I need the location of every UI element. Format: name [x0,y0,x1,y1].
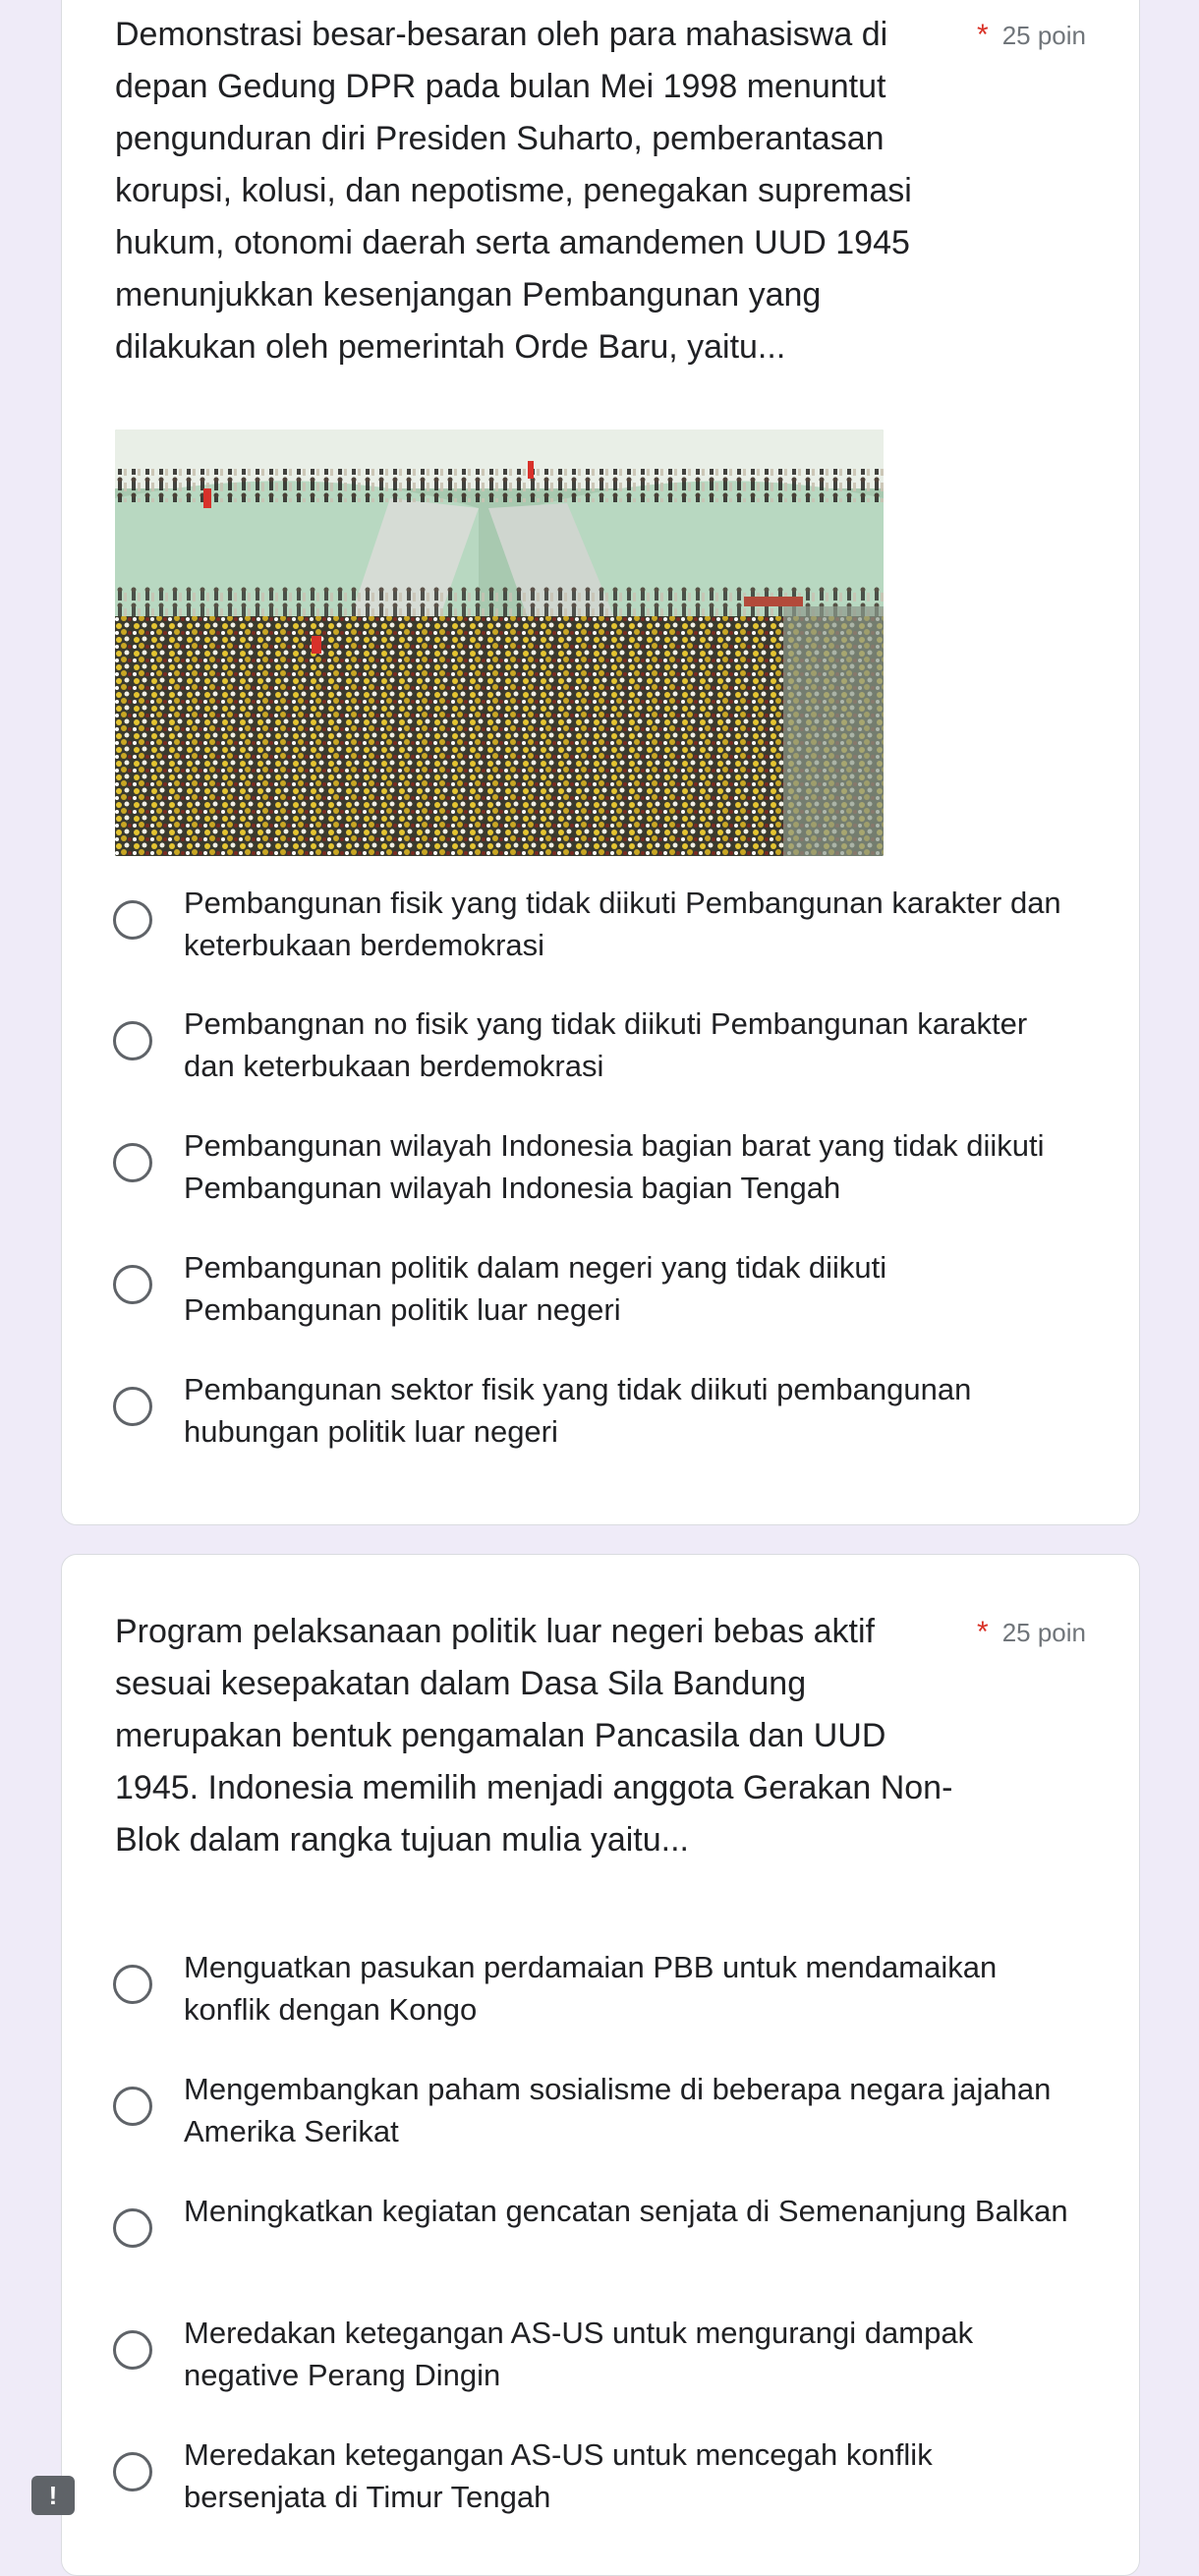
points-label [977,19,1086,52]
points-value: 25 poin [1001,1618,1086,1647]
option-3[interactable] [113,2190,1106,2248]
option-1[interactable] [113,882,1106,966]
option-4[interactable] [113,1246,1106,1331]
radio-button[interactable] [113,1143,152,1182]
option-2[interactable] [113,2068,1106,2152]
radio-button[interactable] [113,2087,152,2126]
option-label: Pembangunan wilayah Indonesia bagian barat yang tidak diikuti Pembangunan wilayah Indonesia bagian Tengah [184,1128,1045,1205]
option-3[interactable] [113,1124,1106,1209]
option-label: Pembangunan sektor fisik yang tidak diikuti pembangunan hubungan politik luar negeri [184,1372,972,1449]
option-5[interactable] [113,2433,1106,2518]
question-image [115,429,884,856]
question-text: Program pelaksanaan politik luar negeri bebas aktif sesuai kesepakatan dalam Dasa Sila Bandung merupakan bentuk pengamalan Pancasila dan UUD 1945. Indonesia memilih menjadi anggota Gerakan Non-Blok dalam rangka tujuan mulia yaitu... [115,1613,953,1859]
radio-button[interactable] [113,2330,152,2370]
option-label: Meredakan ketegangan AS-US untuk mencegah konflik bersenjata di Timur Tengah [184,2437,933,2514]
option-label: Menguatkan pasukan perdamaian PBB untuk mendamaikan konflik dengan Kongo [184,1950,998,2027]
radio-button[interactable] [113,1387,152,1426]
radio-button[interactable] [113,2208,152,2248]
option-label: Meningkatkan kegiatan gencatan senjata di Semenanjung Balkan [184,2194,1068,2228]
radio-button[interactable] [113,2452,152,2491]
option-label: Pembangunan fisik yang tidak diikuti Pembangunan karakter dan keterbukaan berdemokrasi [184,886,1061,962]
option-label: Pembangunan politik dalam negeri yang tidak diikuti Pembangunan politik luar negeri [184,1250,887,1327]
required-asterisk: * [977,19,989,51]
question-card-1 [61,0,1140,1525]
option-2[interactable] [113,1002,1106,1087]
option-label: Mengembangkan paham sosialisme di beberapa negara jajahan Amerika Serikat [184,2072,1052,2148]
radio-button[interactable] [113,1021,152,1060]
required-asterisk: * [977,1616,989,1648]
points-value: 25 poin [1001,21,1086,50]
option-label: Meredakan ketegangan AS-US untuk mengurangi dampak negative Perang Dingin [184,2316,974,2392]
points-label [977,1616,1086,1649]
option-1[interactable] [113,1946,1106,2031]
radio-button[interactable] [113,1965,152,2004]
option-label: Pembangnan no fisik yang tidak diikuti Pembangunan karakter dan keterbukaan berdemokrasi [184,1006,1028,1083]
option-4[interactable] [113,2312,1106,2396]
question-card-2 [61,1554,1140,2576]
feedback-button[interactable]: ! [31,2476,75,2515]
question-text: Demonstrasi besar-besaran oleh para mahasiswa di depan Gedung DPR pada bulan Mei 1998 menuntut pengunduran diri Presiden Suharto, pemberantasan korupsi, kolusi, dan nepotisme, penegakan supremasi hukum, otonomi daerah serta amandemen UUD 1945 menunjukkan kesenjangan Pembangunan yang dilakukan oleh pemerintah Orde Baru, yaitu... [115,16,912,366]
option-5[interactable] [113,1368,1106,1453]
radio-button[interactable] [113,900,152,940]
radio-button[interactable] [113,1265,152,1304]
demonstration-photo [115,429,884,856]
